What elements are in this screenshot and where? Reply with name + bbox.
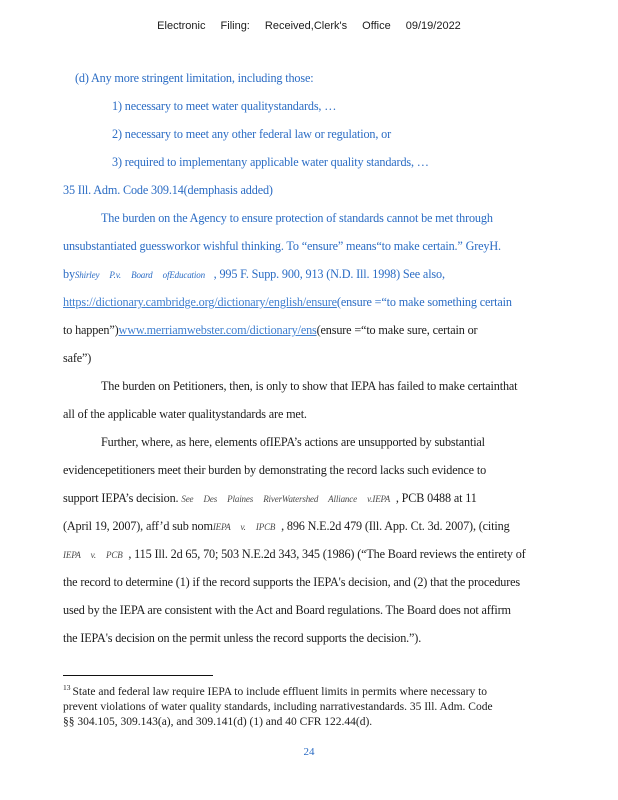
text-segment: (ensure =“to make something certain [336,295,512,309]
case-citation: Shirley P.v. Board ofEducation [74,270,205,280]
footnote-line [63,715,608,730]
text-line [63,344,608,372]
text-segment: safe”) [63,351,92,365]
text-segment: , 995 F. Supp. 900, 913 (N.D. Ill. 1998) See also, [204,267,445,281]
footnote-line [63,680,608,700]
text-segment: (April 19, 2007), aff’d sub nom [63,519,213,533]
footnote-text: §§ 304.105, 309.143(a), and 309.141(d) (1) and 40 CFR 122.44(d). [63,715,373,728]
text-segment: The burden on the Agency to ensure protection of standards cannot be met through [101,211,493,225]
text-line [63,568,608,596]
text-segment: (ensure =“to make sure, certain or [316,323,478,337]
text-segment: all of the applicable water qualitystandards are met. [63,407,307,421]
text-line [63,176,608,204]
case-citation: See Des Plaines RiverWatershed Alliance v.IEPA [181,494,391,504]
text-line [63,540,608,568]
text-line [63,428,608,456]
text-line [63,148,608,176]
text-line [63,260,608,288]
text-line [63,596,608,624]
text-line [63,400,608,428]
text-segment: unsubstantiated guessworkor wishful thinking. To “ensure” means“to make certain.” GreyH. [63,239,501,253]
hyperlink[interactable]: www.merriamwebster.com/dictionary/ens [118,323,317,337]
footnote-marker: 13 [63,683,71,692]
text-line [63,120,608,148]
case-citation: IEPA v. IPCB [212,522,276,532]
text-line [63,624,608,652]
text-line [63,232,608,260]
text-segment: the IEPA's decision on the permit unless the record supports the decision.”). [63,631,422,645]
text-segment: 2) necessary to meet any other federal law or regulation, or [112,127,391,141]
case-citation: IEPA v. PCB [63,550,123,560]
text-segment: The burden on Petitioners, then, is only to show that IEPA has failed to make certainthat [101,379,518,393]
text-segment: by [63,267,75,281]
page-number: 24 [303,746,315,758]
text-segment: 3) required to implementany applicable water quality standards, … [112,155,429,169]
text-line [63,484,608,512]
text-line [63,64,608,92]
footnote-line [63,700,608,715]
filing-header: Electronic Filing: Received,Clerk's Office 09/19/2022 [157,20,461,32]
footnote-separator [63,675,213,676]
text-segment: 1) necessary to meet water qualitystandards, … [112,99,337,113]
document-body [63,64,608,652]
text-segment: (d) Any more stringent limitation, including those: [75,71,314,85]
footnote-13 [63,680,608,730]
footnote-text: prevent violations of water quality standards, including narrativestandards. 35 Ill. Adm. Code [63,700,493,713]
text-line [63,512,608,540]
text-segment: 35 Ill. Adm. Code 309.14(demphasis added) [63,183,273,197]
text-segment: the record to determine (1) if the record supports the IEPA's decision, and (2) that the procedures [63,575,520,589]
text-line [63,288,608,316]
hyperlink[interactable]: https://dictionary.cambridge.org/dictionary/english/ensure [63,295,337,309]
text-segment: evidencepetitioners meet their burden by demonstrating the record lacks such evidence to [63,463,487,477]
text-line [63,92,608,120]
text-line [63,372,608,400]
text-segment: support IEPA’s decision. [63,491,182,505]
text-line [63,456,608,484]
text-segment: Further, where, as here, elements ofIEPA’s actions are unsupported by substantial [101,435,485,449]
text-segment: to happen”) [63,323,119,337]
text-segment: , 115 Ill. 2d 65, 70; 503 N.E.2d 343, 345 (1986) (“The Board reviews the entirety of [122,547,526,561]
text-line [63,204,608,232]
text-segment: used by the IEPA are consistent with the Act and Board regulations. The Board does not affirm [63,603,511,617]
text-segment: , PCB 0488 at 11 [390,491,477,505]
text-segment: , 896 N.E.2d 479 (Ill. App. Ct. 3d. 2007), (citing [275,519,510,533]
footnote-text: State and federal law require IEPA to include effluent limits in permits where necessary to [72,685,488,698]
text-line [63,316,608,344]
